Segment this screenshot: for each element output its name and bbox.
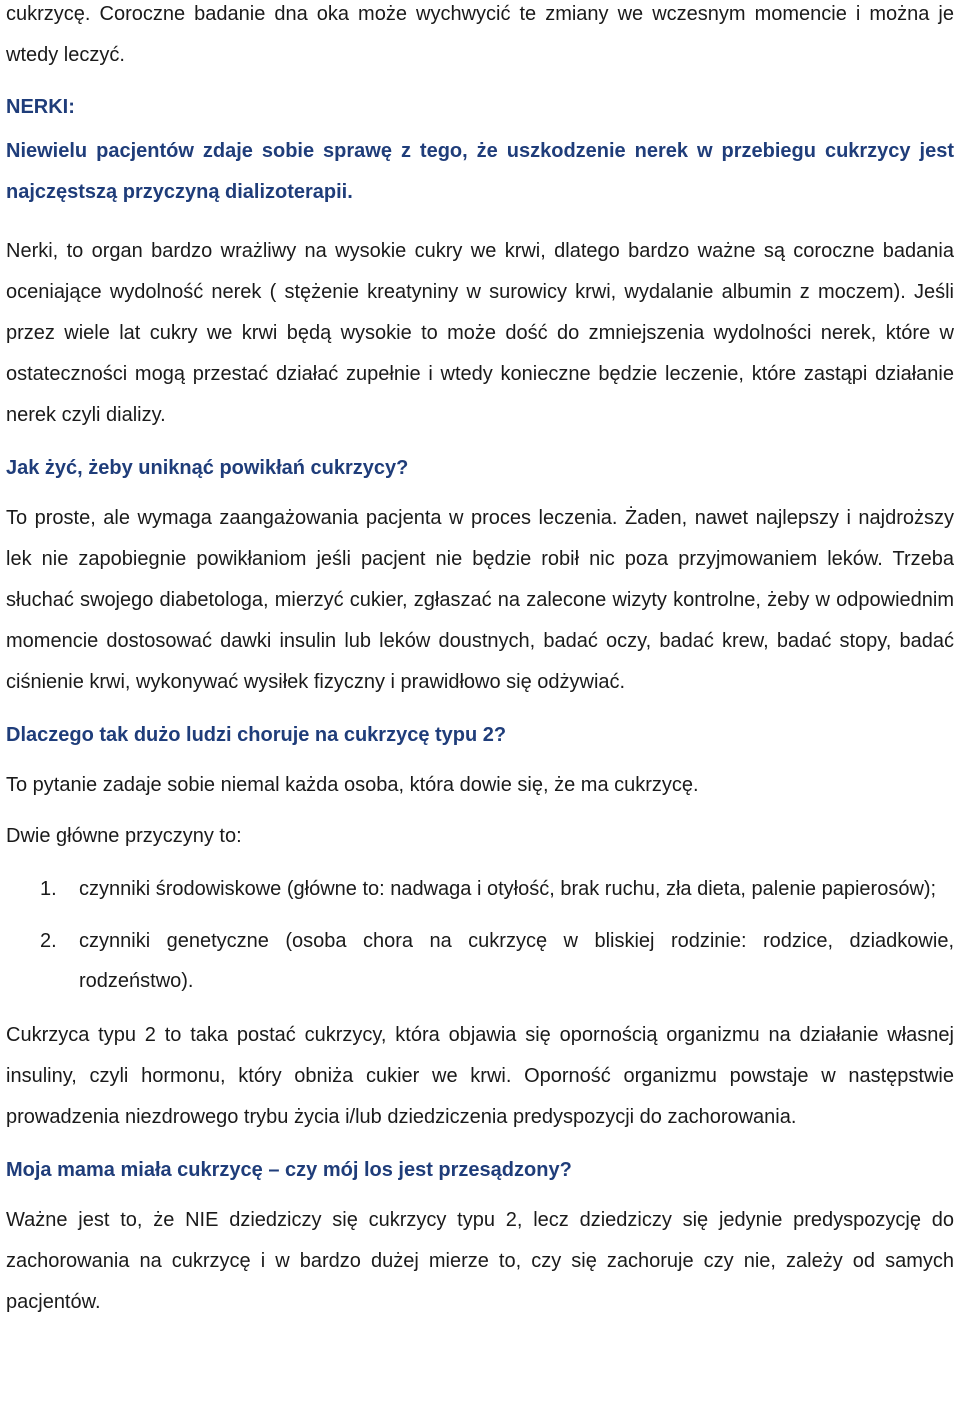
paragraph-dlaczego-intro: To pytanie zadaje sobie niemal każda osoba, która dowie się, że ma cukrzycę. [6,774,699,796]
list-item-number: 2. [40,930,57,952]
paragraph-mama-answer: Ważne jest to, że NIE dziedziczy się cukrzycy typu 2, lecz dziedziczy się jedynie predyspozycję do zachorowania na cukrzycę i w bardzo dużej mierze to, czy się zachoruje czy nie, zależy od samych pacjentów. [6,1209,954,1313]
paragraph-nerki-intro: Niewielu pacjentów zdaje sobie sprawę z tego, że uszkodzenie nerek w przebiegu cukrzycy jest najczęstszą przyczyną dializoterapii. [6,140,954,203]
list-item-text: czynniki genetyczne (osoba chora na cukrzycę w bliskiej rodzinie: rodzice, dziadkowie, rodzeństwo). [79,930,954,992]
paragraph-cukrzyca-typu-2: Cukrzyca typu 2 to taka postać cukrzycy, która objawia się opornością organizmu na działanie własnej insuliny, czyli hormonu, który obniża cukier we krwi. Oporność organizmu powstaje w następstwie prowadzenia niezdrowego trybu życia i/lub dziedziczenia predyspozycji do zachorowania. [6,1024,954,1128]
paragraph-powiklania-answer: To proste, ale wymaga zaangażowania pacjenta w proces leczenia. Żaden, nawet najlepszy i najdroższy lek nie zapobiegnie powikłaniom jeśli pacjent nie będzie robił nic poza przyjmowaniem leków. Trzeba słuchać swojego diabetologa, mierzyć cukier, zgłaszać na zalecone wizyty kontrolne, żeby w odpowiednim momencie dostosować dawki insulin lub leków doustnych, badać oczy, badać krew, badać stopy, badać ciśnienie krwi, wykonywać wysiłek fizyczny i prawidłowo się odżywiać. [6,507,954,693]
question-heading-mama: Moja mama miała cukrzycę – czy mój los jest przesądzony? [6,1159,572,1181]
question-heading-dlaczego: Dlaczego tak dużo ludzi choruje na cukrzycę typu 2? [6,724,507,746]
list-item-number: 1. [40,878,57,900]
list-item [6,869,954,909]
paragraph-eye-exam: cukrzycę. Coroczne badanie dna oka może wychwycić te zmiany we wczesnym momencie i można je wtedy leczyć. [6,3,954,66]
question-heading-powiklania: Jak żyć, żeby uniknąć powikłań cukrzycy? [6,457,409,479]
paragraph-przyczyny-label: Dwie główne przyczyny to: [6,825,242,847]
paragraph-nerki-body: Nerki, to organ bardzo wrażliwy na wysokie cukry we krwi, dlatego bardzo ważne są coroczne badania oceniające wydolność nerek ( stężenie kreatyniny w surowicy krwi, wydalanie albumin z moczem). Jeśli przez wiele lat cukry we krwi będą wysokie to może dość do zmniejszenia wydolności nerek, które w ostateczności mogą przestać działać zupełnie i wtedy konieczne będzie leczenie, które zastąpi działanie nerek czyli dializy. [6,240,954,426]
causes-list [6,869,954,1001]
list-item [6,921,954,1001]
section-heading-nerki: NERKI: [6,96,75,118]
list-item-text: czynniki środowiskowe (główne to: nadwaga i otyłość, brak ruchu, zła dieta, palenie papierosów); [79,878,937,900]
